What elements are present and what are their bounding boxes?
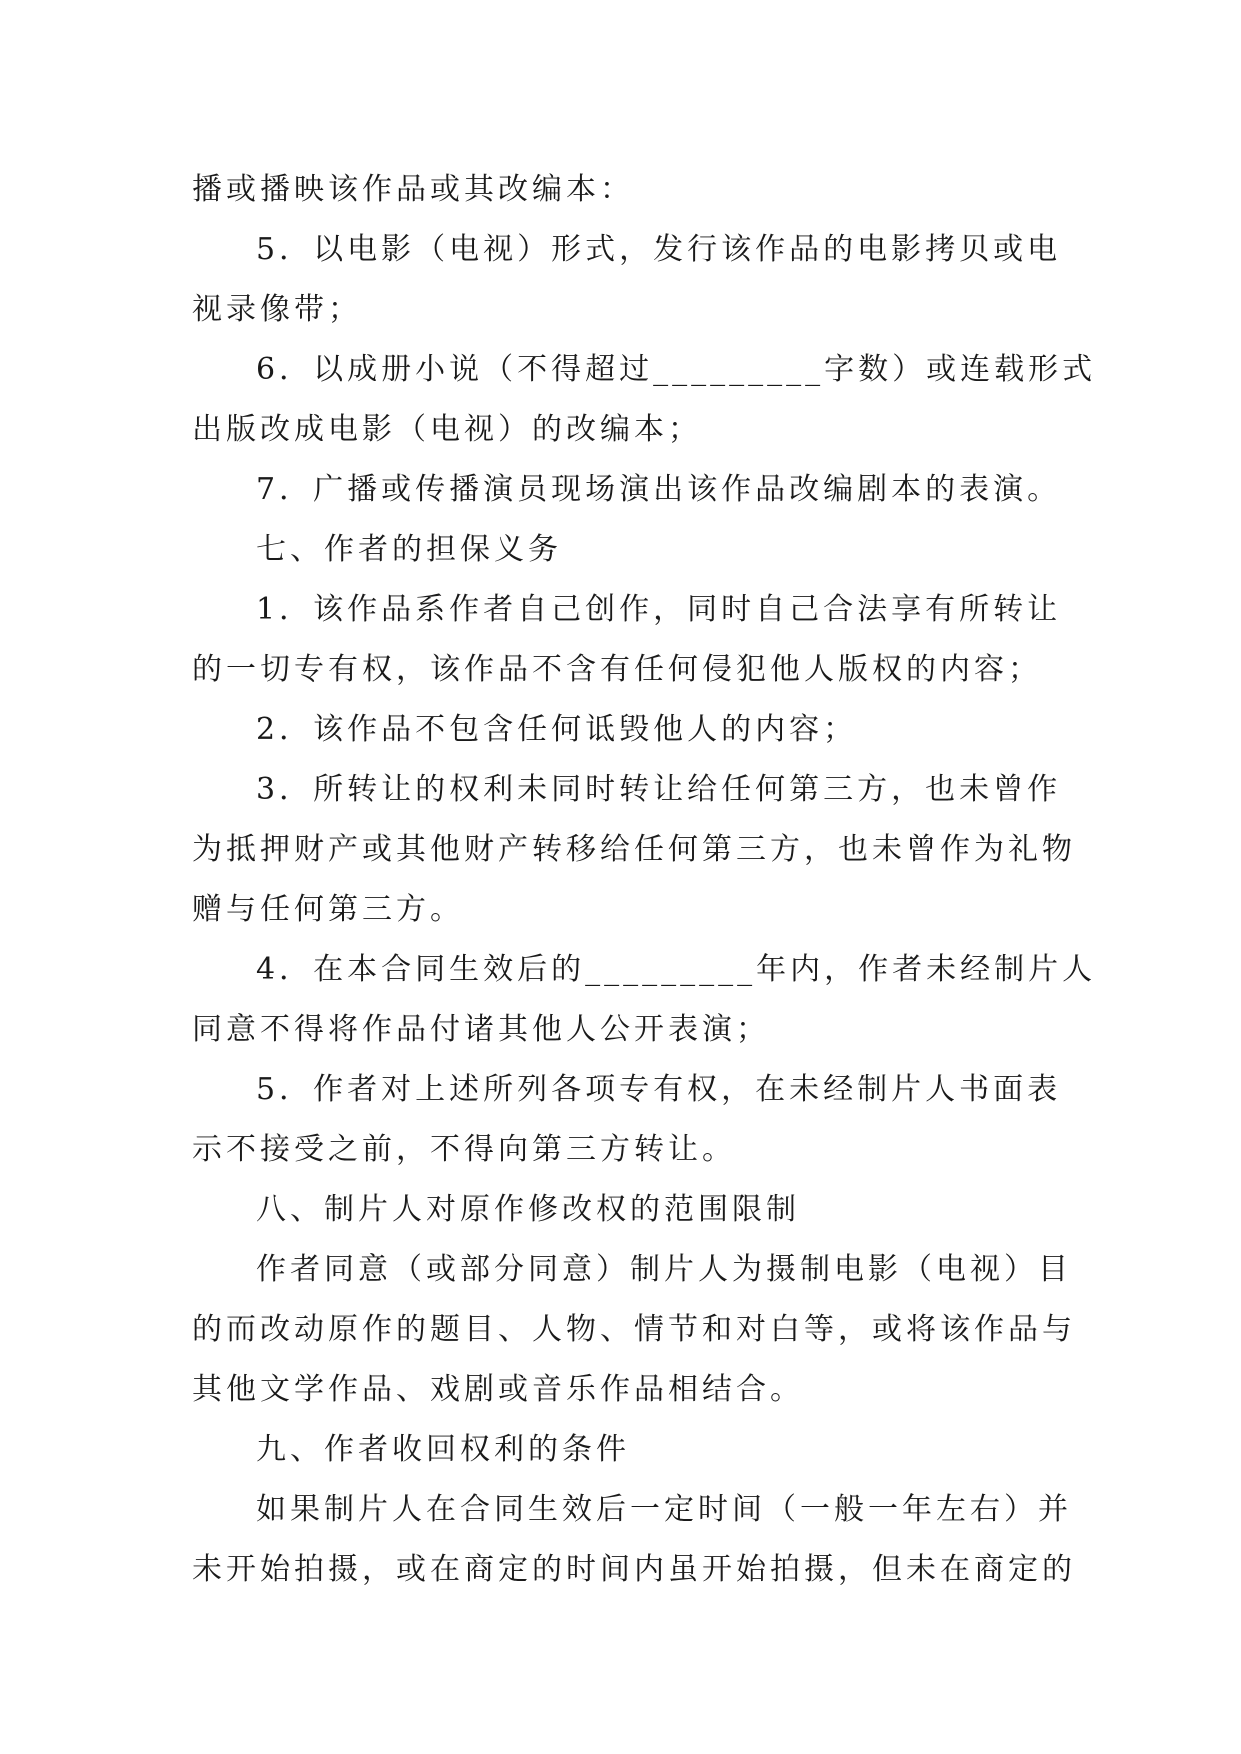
text-line: 6．以成册小说（不得超过_________字数）或连载形式 — [256, 352, 1097, 387]
text-line: 播或播映该作品或其改编本： — [192, 172, 634, 207]
section-heading: 七、作者的担保义务 — [256, 532, 562, 567]
text-line: 5．作者对上述所列各项专有权，在未经制片人书面表 — [256, 1072, 1062, 1107]
text-line: 如果制片人在合同生效后一定时间（一般一年左右）并 — [256, 1492, 1072, 1527]
text-line: 4．在本合同生效后的_________年内，作者未经制片人 — [256, 952, 1097, 987]
text-line: 同意不得将作品付诸其他人公开表演； — [192, 1012, 770, 1047]
text-line: 出版改成电影（电视）的改编本； — [192, 412, 702, 447]
text-line: 未开始拍摄，或在商定的时间内虽开始拍摄，但未在商定的 — [192, 1552, 1076, 1587]
text-line: 为抵押财产或其他财产转移给任何第三方，也未曾作为礼物 — [192, 832, 1076, 867]
text-line: 7．广播或传播演员现场演出该作品改编剧本的表演。 — [256, 472, 1062, 507]
text-line: 1．该作品系作者自己创作，同时自己合法享有所转让 — [256, 592, 1062, 627]
text-line: 2．该作品不包含任何诋毁他人的内容； — [256, 712, 858, 747]
text-line: 示不接受之前，不得向第三方转让。 — [192, 1132, 736, 1167]
text-line: 作者同意（或部分同意）制片人为摄制电影（电视）目 — [256, 1252, 1072, 1287]
section-heading: 九、作者收回权利的条件 — [256, 1432, 630, 1467]
section-heading: 八、制片人对原作修改权的范围限制 — [256, 1192, 800, 1227]
text-line: 的一切专有权，该作品不含有任何侵犯他人版权的内容； — [192, 652, 1042, 687]
text-line: 的而改动原作的题目、人物、情节和对白等，或将该作品与 — [192, 1312, 1076, 1347]
document-body — [192, 160, 1097, 1600]
text-line: 赠与任何第三方。 — [192, 892, 464, 927]
text-line: 视录像带； — [192, 292, 362, 327]
text-line: 3．所转让的权利未同时转让给任何第三方，也未曾作 — [256, 772, 1062, 807]
text-line: 5．以电影（电视）形式，发行该作品的电影拷贝或电 — [256, 232, 1062, 267]
text-line: 其他文学作品、戏剧或音乐作品相结合。 — [192, 1372, 804, 1407]
